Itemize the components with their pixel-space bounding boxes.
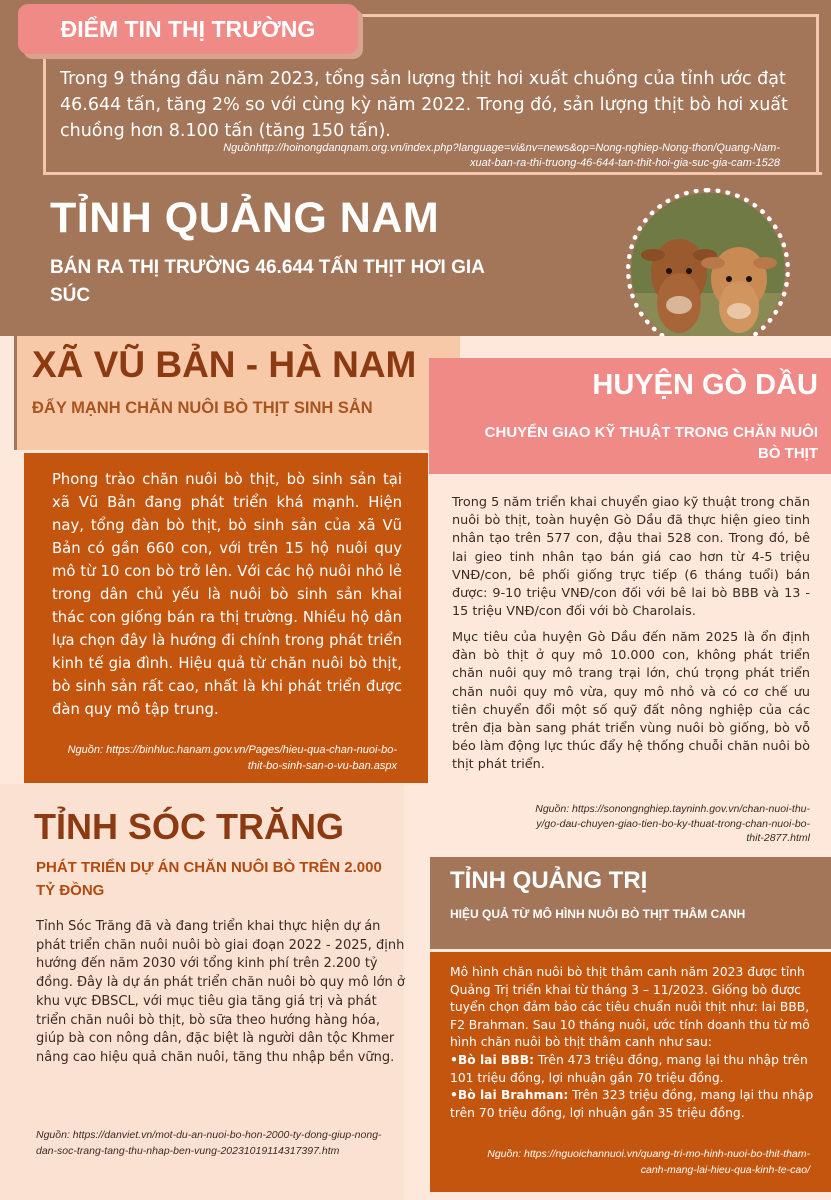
go-dau-body-1: Trong 5 năm triển khai chuyển giao kỹ thuật trong chăn nuôi bò thịt, toàn huyện Gò Dầu đã thực hiện gieo tinh nhân tạo trên 577 con, đậu thai 528 con. Trong đó, bê lai gieo tinh nhân tạo bán giá cao hơn từ 4-5 triệu VNĐ/con, bê phối giống trực tiếp (6 tháng tuổi) bán được: 9-10 triệu VNĐ/con đối với bê lai bò BBB và 13 - 15 triệu VNĐ/con đối với bò Charolais.	[452, 495, 810, 620]
quang-tri-body	[450, 964, 820, 1122]
quang-tri-bullet-bbb	[450, 1052, 820, 1087]
go-dau-subtitle: CHUYỂN GIAO KỸ THUẬT TRONG CHĂN NUÔI BÒ THỊT	[484, 424, 818, 462]
market-news-badge	[18, 4, 358, 54]
quang-nam-title: TỈNH QUẢNG NAM	[50, 194, 440, 242]
bullet-bbb-label: •Bò lai BBB:	[450, 1052, 535, 1067]
top-frame-line-bottom	[43, 172, 822, 175]
intro-paragraph: Trong 9 tháng đầu năm 2023, tổng sản lượng thịt hơi xuất chuồng của tỉnh ước đạt 46.644 tấn, tăng 2% so với cùng kỳ năm 2022. Trong đó, sản lượng thịt bò hơi xuất chuồng hơn 8.100 tấn (tăng 150 tấn).	[60, 69, 788, 141]
cows-photo	[626, 188, 790, 352]
quang-tri-subtitle: HIỆU QUẢ TỪ MÔ HÌNH NUÔI BÒ THỊT THÂM CANH	[450, 907, 746, 921]
quang-tri-title: TỈNH QUẢNG TRỊ	[450, 867, 648, 894]
market-news-badge-text: ĐIỂM TIN THỊ TRƯỜNG	[60, 16, 316, 42]
vu-ban-subtitle: ĐẨY MẠNH CHĂN NUÔI BÒ THỊT SINH SẢN	[32, 399, 373, 417]
soc-trang-title: TỈNH SÓC TRĂNG	[34, 806, 344, 847]
bullet-bbb-text: Trên 473 triệu đồng, mang lại thu nhập trên 101 triệu đồng, lợi nhuận gần 70 triệu đồng.	[450, 1052, 808, 1085]
quang-tri-intro: Mô hình chăn nuôi bò thịt thâm canh năm 2023 được tỉnh Quảng Trị triển khai từ tháng 3 – 11/2023. Giống bò được tuyển chọn đảm bảo các tiêu chuẩn nuôi thịt như: lai BBB, F2 Brahman. Sau 10 tháng nuôi, ước tính doanh thu từ mô hình chăn nuôi bò thịt thâm canh như sau:	[450, 965, 810, 1050]
go-dau-source: Nguồn: https://sonongnghiep.tayninh.gov.vn/chan-nuoi-thu-y/go-dau-chuyen-giao-tien-bo-ky-thuat-trong-chan-nuoi-bo-thit-2877.html	[535, 803, 810, 844]
bullet-brahman-text: Trên 323 triệu đồng, mang lại thu nhập trên 70 triệu đồng, lợi nhuận gần 35 triệu đồng.	[450, 1088, 814, 1120]
quang-tri-bullet-brahman	[450, 1087, 820, 1122]
vu-ban-source: Nguồn: https://binhluc.hanam.gov.vn/Pages/hieu-qua-chan-nuoi-bo-thit-bo-sinh-san-o-vu-ban.aspx	[67, 744, 397, 772]
go-dau-body-2: Mục tiêu của huyện Gò Dầu đến năm 2025 là ổn định đàn bò thịt ở quy mô 10.000 con, không phát triển chăn nuôi quy mô trang trại lớn, chú trọng phát triển chăn nuôi quy mô vừa, quy mô nhỏ và có cơ chế ưu tiên chuyển đổi một số quỹ đất nông nghiệp của các trên địa bàn sang phát triển vùng nuôi bò giống, bò vỗ béo làm động lực thúc đẩy hệ thống chuỗi chăn nuôi bò thịt phát triển.	[452, 630, 810, 773]
intro-source: Nguồnhttp://hoinongdanqnam.org.vn/index.php?language=vi&nv=news&op=Nong-nghiep-Nong-thon/Quang-Nam-xuat-ban-ra-thi-truong-46-644-tan-thit-hoi-gia-suc-gia-cam-1528	[223, 142, 780, 169]
soc-trang-source: Nguồn: https://danviet.vn/mot-du-an-nuoi-bo-hon-2000-ty-dong-giup-nong-dan-soc-trang-tang-thu-nhap-ben-vung-20231019114317397.htm	[36, 1129, 382, 1157]
soc-trang-body: Tỉnh Sóc Trăng đã và đang triển khai thực hiện dự án phát triển chăn nuôi nuôi bò giai đoạn 2022 - 2025, định hướng đến năm 2030 với tổng kinh phí trên 2.200 tỷ đồng. Đây là dự án phát triển chăn nuôi bò quy mô lớn ở khu vực ĐBSCL, với mục tiêu gia tăng giá trị và phát triển chăn nuôi bò thịt, bò sữa theo hướng hàng hóa, giúp bà con nông dân, đặc biệt là người dân tộc Khmer nâng cao hiệu quả chăn nuôi, tăng thu nhập bền vững.	[36, 919, 405, 1065]
vu-ban-title: XÃ VŨ BẢN - HÀ NAM	[32, 344, 417, 385]
soc-trang-subtitle: PHÁT TRIỂN DỰ ÁN CHĂN NUÔI BÒ TRÊN 2.000 TỶ ĐỒNG	[36, 859, 382, 899]
top-frame-line-left	[43, 52, 46, 174]
quang-nam-subtitle: BÁN RA THỊ TRƯỜNG 46.644 TẤN THỊT HƠI GIA SÚC	[50, 257, 485, 306]
go-dau-title: HUYỆN GÒ DẦU	[592, 369, 818, 401]
vu-ban-body: Phong trào chăn nuôi bò thịt, bò sinh sản tại xã Vũ Bản đang phát triển khá mạnh. Hiện nay, tổng đàn bò thịt, bò sinh sản của xã Vũ Bản có gần 660 con, với trên 15 hộ nuôi quy mô từ 10 con bò trở lên. Với các hộ nuôi nhỏ lẻ trong dân chủ yếu là nuôi bò sinh sản khai thác con giống bán ra thị trường. Nhiều hộ dân lựa chọn đây là hướng đi chính trong phát triển kinh tế gia đình. Hiệu quả từ chăn nuôi bò thịt, bò sinh sản rất cao, nhất là khi phát triển được đàn quy mô tập trung.	[52, 471, 402, 718]
quang-tri-source: Nguồn: https://nguoichannuoi.vn/quang-tri-mo-hinh-nuoi-bo-thit-tham-canh-mang-lai-hieu-qua-kinh-te-cao/	[487, 1148, 810, 1176]
bullet-brahman-label: •Bò lai Brahman:	[450, 1088, 569, 1103]
